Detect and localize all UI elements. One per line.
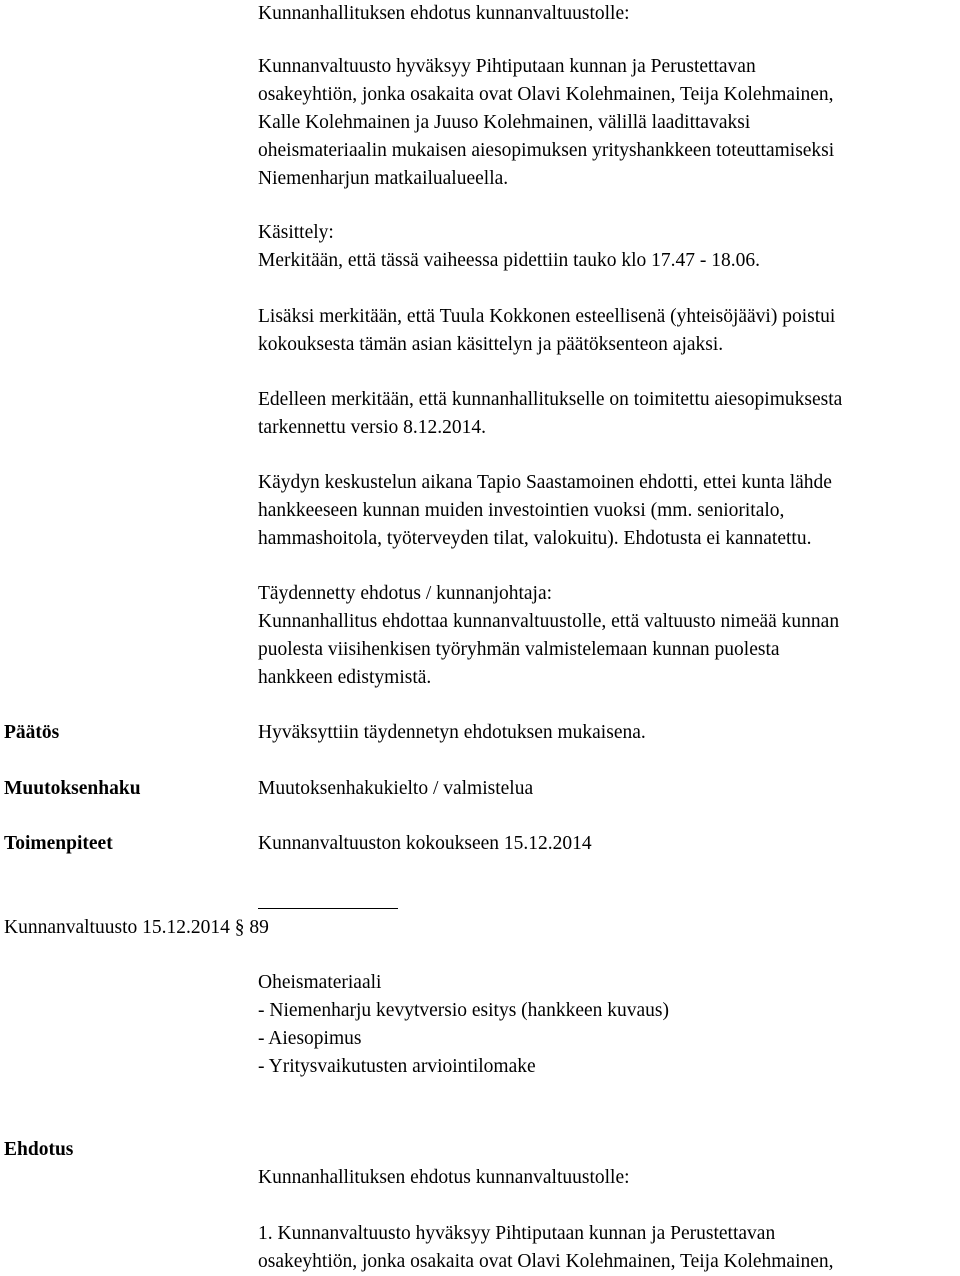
intro-heading: Kunnanhallituksen ehdotus kunnanvaltuustolle: [258, 3, 630, 24]
oheis-item: - Aiesopimus [258, 1028, 362, 1049]
oheis-label: Oheismateriaali [258, 972, 382, 993]
kasittely-text: Merkitään, että tässä vaiheessa pidettiin tauko klo 17.47 - 18.06. [258, 250, 761, 271]
muutoksenhaku-text: Muutoksenhakukielto / valmistelua [258, 778, 534, 799]
taydennetty-label: Täydennetty ehdotus / kunnanjohtaja: [258, 583, 553, 604]
proposal-line: Kunnanvaltuusto hyväksyy Pihtiputaan kunnan ja Perustettavan [258, 56, 756, 77]
paatos-label: Päätös [4, 722, 60, 743]
toimenpiteet-text: Kunnanvaltuuston kokoukseen 15.12.2014 [258, 833, 592, 854]
kv-header [4, 914, 269, 942]
muutoksenhaku-label: Muutoksenhaku [4, 778, 141, 799]
oheis-item: - Niemenharju kevytversio esitys (hankkeen kuvaus) [258, 1000, 670, 1021]
ehdotus-line: 1. Kunnanvaltuusto hyväksyy Pihtiputaan kunnan ja Perustettavan [258, 1223, 776, 1244]
taydennetty-line: puolesta viisihenkisen työryhmän valmistelemaan kunnan puolesta [258, 639, 780, 660]
ehdotus-label: Ehdotus [4, 1139, 74, 1160]
ehdotus-line: osakeyhtiön, jonka osakaita ovat Olavi Kolehmainen, Teija Kolehmainen, [258, 1251, 834, 1272]
toimenpiteet-label: Toimenpiteet [4, 833, 113, 854]
edelleen-line: Edelleen merkitään, että kunnanhallitukselle on toimitettu aiesopimuksesta [258, 389, 843, 410]
proposal-line: Niemenharjun matkailualueella. [258, 168, 509, 189]
kv-header-date: Kunnanvaltuusto 15.12.2014 [4, 917, 230, 938]
kasittely-label: Käsittely: [258, 222, 334, 243]
edelleen-line: tarkennettu versio 8.12.2014. [258, 417, 486, 438]
proposal-line: oheismateriaalin mukaisen aiesopimuksen yrityshankkeen toteuttamiseksi [258, 140, 835, 161]
keskustelu-line: Käydyn keskustelun aikana Tapio Saastamoinen ehdotti, ettei kunta lähde [258, 472, 832, 493]
separator-rule [258, 908, 398, 909]
taydennetty-line: Kunnanhallitus ehdottaa kunnanvaltuustolle, että valtuusto nimeää kunnan [258, 611, 840, 632]
paatos-text: Hyväksyttiin täydennetyn ehdotuksen mukaisena. [258, 722, 646, 743]
proposal-line: Kalle Kolehmainen ja Juuso Kolehmainen, välillä laadittavaksi [258, 112, 751, 133]
lisaksi-line: kokouksesta tämän asian käsittelyn ja päätöksenteon ajaksi. [258, 334, 724, 355]
proposal-line: osakeyhtiön, jonka osakaita ovat Olavi Kolehmainen, Teija Kolehmainen, [258, 84, 834, 105]
ehdotus-heading: Kunnanhallituksen ehdotus kunnanvaltuustolle: [258, 1167, 630, 1188]
taydennetty-line: hankkeen edistymistä. [258, 667, 432, 688]
lisaksi-line: Lisäksi merkitään, että Tuula Kokkonen esteellisenä (yhteisöjäävi) poistui [258, 306, 836, 327]
oheis-item: - Yritysvaikutusten arviointilomake [258, 1056, 536, 1077]
kv-section-number: § 89 [234, 917, 269, 938]
keskustelu-line: hankkeeseen kunnan muiden investointien vuoksi (mm. senioritalo, [258, 500, 785, 521]
keskustelu-line: hammashoitola, työterveyden tilat, valokuitu). Ehdotusta ei kannatettu. [258, 528, 812, 549]
